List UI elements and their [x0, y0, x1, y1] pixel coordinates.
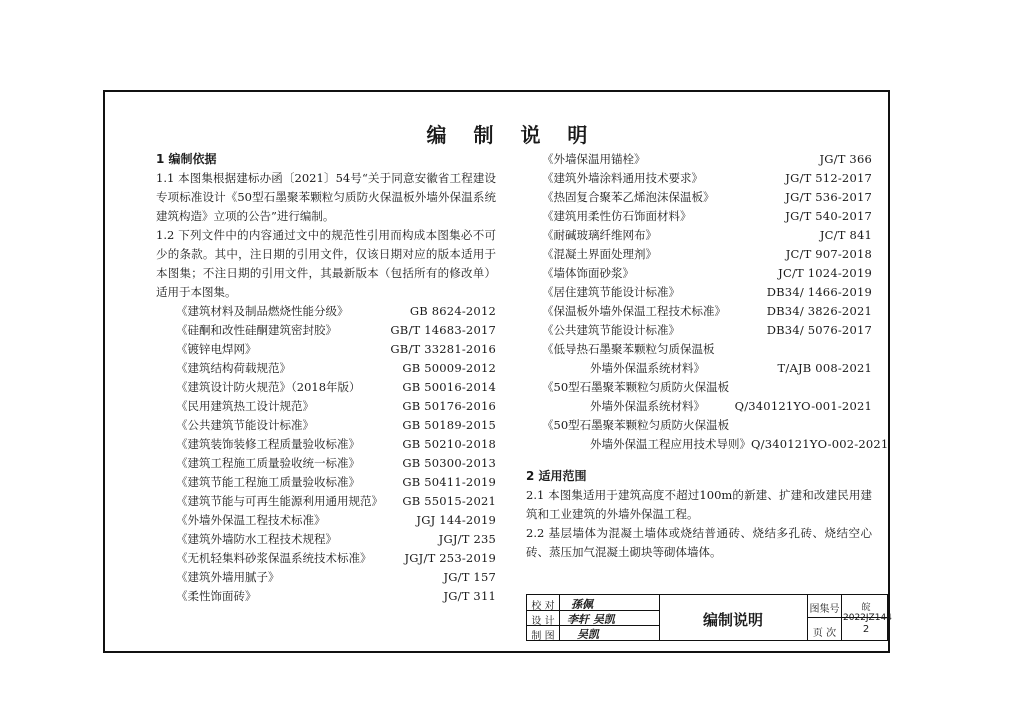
reference-item: 《居住建筑节能设计标准》 DB34/ 1466-2019	[542, 285, 872, 299]
reference-list-left	[156, 302, 496, 606]
reference-item: 《建筑外墙用腻子》 JG/T 157	[176, 570, 496, 584]
reference-item-line1: 《50型石墨聚苯颗粒匀质防火保温板	[542, 380, 730, 394]
reference-item: 《建筑外墙涂料通用技术要求》 JG/T 512-2017	[542, 171, 872, 185]
page-number: 2	[862, 624, 870, 635]
atlas-number-label: 图集号	[809, 604, 840, 615]
paragraph-2-1: 2.1 本图集适用于建筑高度不超过100m的新建、扩建和改建民用建筑和工业建筑的外墙外保温工程。	[526, 488, 872, 521]
draw-signature: 吴凯	[577, 628, 599, 641]
reference-item: 《建筑外墙防水工程技术规程》 JGJ/T 235	[176, 532, 496, 546]
reference-item: 《建筑节能工程施工质量验收标准》 GB 50411-2019	[176, 475, 496, 489]
design-signature: 李轩 吴凯	[567, 613, 615, 626]
reference-list-right	[526, 150, 889, 454]
reference-item: 《墙体饰面砂浆》 JC/T 1024-2019	[542, 266, 872, 280]
reference-item: 《公共建筑节能设计标准》 DB34/ 5076-2017	[542, 323, 872, 337]
reference-item-line2: 外墙外保温系统材料》 T/AJB 008-2021	[590, 361, 872, 375]
paragraph-1-1: 1.1 本图集根据建标办函〔2021〕54号“关于同意安徽省工程建设专项标准设计《50型石墨聚苯颗粒匀质防火保温板外墙外保温系统建筑构造》立项的公告”进行编制。	[156, 171, 496, 223]
reference-item: 《镀锌电焊网》 GB/T 33281-2016	[176, 342, 496, 356]
drawing-title: 编制说明	[702, 611, 763, 629]
section-2-heading: 2 适用范围	[526, 469, 587, 483]
reference-item: 《建筑用柔性仿石饰面材料》 JG/T 540-2017	[542, 209, 872, 223]
reference-item-line1: 《50型石墨聚苯颗粒匀质防火保温板	[542, 418, 730, 432]
reference-item: 《建筑设计防火规范》（2018年版） GB 50016-2014	[176, 380, 496, 394]
reference-item: 《硅酮和改性硅酮建筑密封胶》 GB/T 14683-2017	[176, 323, 496, 337]
reference-item: 《公共建筑节能设计标准》 GB 50189-2015	[176, 418, 496, 432]
reference-item: 《外墙外保温工程技术标准》 JGJ 144-2019	[176, 513, 496, 527]
reference-item: 《建筑装饰装修工程质量验收标准》 GB 50210-2018	[176, 437, 496, 451]
design-label: 设 计	[531, 616, 555, 627]
reference-item: 《建筑工程施工质量验收统一标准》 GB 50300-2013	[176, 456, 496, 470]
reference-item: 《保温板外墙外保温工程技术标准》 DB34/ 3826-2021	[542, 304, 872, 318]
reference-item: 《民用建筑热工设计规范》 GB 50176-2016	[176, 399, 496, 413]
reference-item-line2: 外墙外保温系统材料》 Q/340121YO-001-2021	[590, 399, 872, 413]
reference-item: 《耐碱玻璃纤维网布》 JC/T 841	[542, 228, 872, 242]
page-number-label: 页 次	[812, 628, 837, 639]
reference-item: 《无机轻集料砂浆保温系统技术标准》 JGJ/T 253-2019	[176, 551, 496, 565]
reference-item: 《建筑材料及制品燃烧性能分级》 GB 8624-2012	[176, 304, 496, 318]
reference-item: 《热固复合聚苯乙烯泡沫保温板》 JG/T 536-2017	[542, 190, 872, 204]
section-1-heading: 1 编制依据	[156, 152, 217, 166]
title-block	[526, 594, 892, 642]
paragraph-1-2: 1.2 下列文件中的内容通过文中的规范性引用而构成本图集必不可少的条款。其中，注日期的引用文件，仅该日期对应的版本适用于本图集；不注日期的引用文件，其最新版本（包括所有的修改单）适用于本图集。	[156, 228, 496, 299]
draw-label: 制 图	[531, 631, 555, 642]
check-label: 校 对	[531, 601, 555, 612]
page-title: 编 制 说 明	[426, 123, 598, 147]
reference-item: 《混凝土界面处理剂》 JC/T 907-2018	[542, 247, 872, 261]
reference-item: 《柔性饰面砖》 JG/T 311	[176, 589, 496, 603]
reference-item: 《建筑节能与可再生能源利用通用规范》 GB 55015-2021	[176, 494, 496, 508]
reference-item-line1: 《低导热石墨聚苯颗粒匀质保温板	[542, 342, 715, 356]
reference-item: 《外墙保温用锚栓》 JG/T 366	[542, 152, 872, 166]
left-column	[156, 150, 496, 606]
atlas-number: 皖2022JZ144	[843, 603, 892, 623]
right-column	[526, 150, 889, 562]
check-signature: 孫佩	[571, 598, 593, 611]
reference-item: 《建筑结构荷载规范》 GB 50009-2012	[176, 361, 496, 375]
paragraph-2-2: 2.2 基层墙体为混凝土墙体或烧结普通砖、烧结多孔砖、烧结空心砖、蒸压加气混凝土砌块等砌体墙体。	[526, 526, 872, 559]
reference-item-line2: 外墙外保温工程应用技术导则》 Q/340121YO-002-2021	[590, 437, 889, 451]
